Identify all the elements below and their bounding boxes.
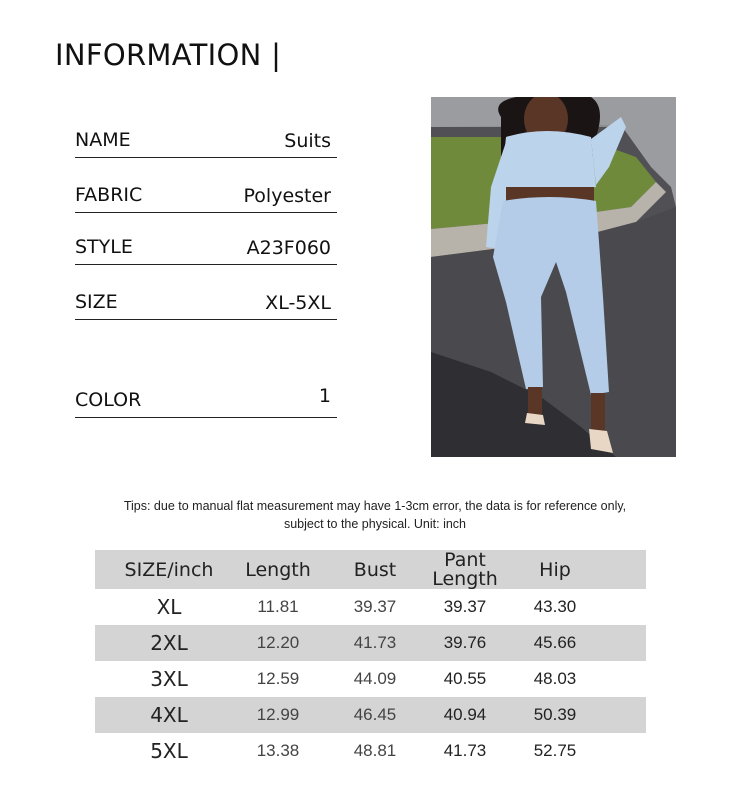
hip-cell: 43.30 (533, 597, 577, 616)
info-value: Polyester (243, 185, 331, 207)
pant-length-cell: 41.73 (443, 741, 487, 760)
tips-line: Tips: due to manual flat measurement may have 1-3cm error, the data is for reference only, (123, 499, 627, 513)
tips-line: subject to the physical. Unit: inch (283, 517, 467, 531)
length-cell: 13.38 (256, 741, 300, 760)
length-cell: 11.81 (257, 597, 299, 616)
info-row-color (75, 387, 337, 418)
length-cell: 12.20 (256, 633, 300, 652)
info-row-name (75, 127, 337, 158)
bust-cell: 46.45 (353, 705, 397, 724)
bust-cell: 41.73 (353, 633, 397, 652)
hip-cell: 52.75 (533, 741, 577, 760)
table-row (95, 661, 646, 697)
info-row-style (75, 234, 337, 265)
info-label: FABRIC (75, 184, 143, 206)
bust-cell: 44.09 (353, 669, 397, 688)
measurement-tips (60, 497, 690, 533)
product-photo-illustration (431, 97, 676, 457)
info-row-fabric (75, 182, 337, 213)
length-cell: 12.99 (256, 705, 300, 724)
product-photo (431, 97, 676, 457)
info-value: A23F060 (246, 237, 331, 259)
info-label: COLOR (75, 389, 142, 411)
table-row (95, 697, 646, 733)
table-header-row (95, 550, 646, 589)
info-value: Suits (284, 130, 331, 152)
info-label: NAME (75, 129, 131, 151)
pant-length-cell: 39.76 (443, 633, 487, 652)
info-label: SIZE (75, 291, 118, 313)
header-pant-length (415, 550, 515, 589)
pant-length-cell: 40.55 (443, 669, 487, 688)
hip-cell: 50.39 (533, 705, 577, 724)
table-row (95, 733, 646, 769)
length-cell: 12.59 (256, 669, 300, 688)
table-row (95, 625, 646, 661)
header-length: Length (245, 558, 311, 581)
header-size: SIZE/inch (124, 558, 214, 581)
pant-length-cell: 40.94 (443, 705, 487, 724)
info-value: 1 (318, 385, 331, 407)
size-cell: 3XL (150, 667, 188, 691)
info-label: STYLE (75, 236, 133, 258)
info-row-size (75, 289, 337, 320)
pant-length-cell: 39.37 (443, 597, 487, 616)
size-cell: XL (156, 595, 182, 619)
hip-cell: 45.66 (533, 633, 577, 652)
size-cell: 2XL (150, 631, 188, 655)
size-cell: 4XL (150, 703, 188, 727)
header-bust: Bust (353, 558, 397, 581)
hip-cell: 48.03 (533, 669, 577, 688)
size-cell: 5XL (150, 739, 188, 763)
size-table (95, 550, 646, 769)
info-value: XL-5XL (265, 292, 331, 314)
table-row (95, 589, 646, 625)
header-pant-length-word: Length (432, 567, 498, 590)
bust-cell: 48.81 (353, 741, 397, 760)
bust-cell: 39.37 (353, 597, 397, 616)
page-title: INFORMATION | (55, 38, 282, 72)
header-pant: Pant (444, 548, 486, 571)
header-hip: Hip (539, 558, 571, 581)
